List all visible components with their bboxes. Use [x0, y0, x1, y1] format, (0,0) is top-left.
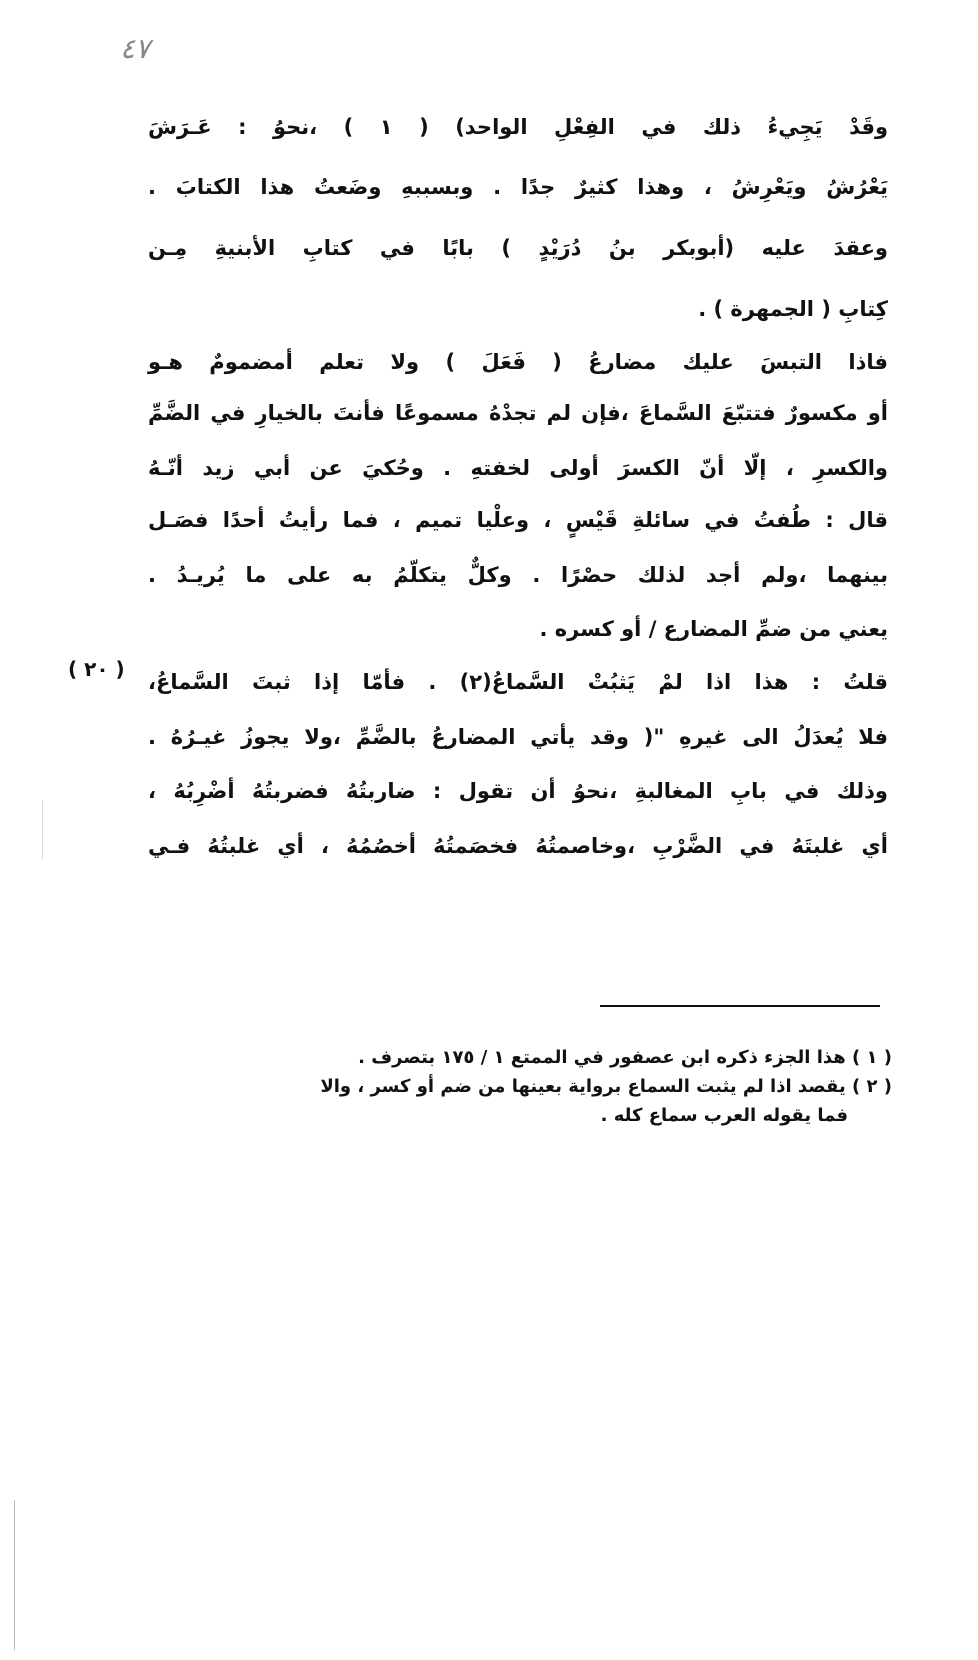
body-line-12: فلا يُعدَلُ الى غيرهِ "( وقد يأتي المضارعُ بالضَّمِّ ،ولا يجوزُ غيـرُهُ .	[148, 725, 888, 749]
body-line-2: يَعْرُشُ ويَعْرِشُ ، وهذا كثيرٌ جدًا . وبسببهِ وضَعتُ هذا الكتابَ .	[148, 175, 888, 199]
page-number: ٤٧	[120, 32, 151, 65]
body-line-9: بينهما ،ولم أجد لذلك حصْرًا . وكلٌّ يتكلّمُ به على ما يُريـدُ .	[148, 563, 888, 587]
body-line-13: وذلك في بابِ المغالبةِ ،نحوُ أن تقول : ضاربتُهُ فضربتُهُ أضْرِبُهُ ،	[148, 779, 888, 803]
scan-edge-mark	[42, 800, 43, 860]
scan-edge-mark	[14, 1500, 15, 1650]
margin-reference-number: ( ٢٠ )	[68, 657, 125, 681]
body-line-8: قال : طُفتُ في سائلةِ قَيْسٍ ، وعلْيا تميم ، فما رأيتُ أحدًا فصَـل	[148, 508, 888, 532]
body-line-6: أو مكسورٌ فتتبّعَ السَّماعَ ،فإن لم تجدْهُ مسموعًا فأنتَ بالخيارِ في الضَّمِّ	[148, 401, 888, 425]
footnote-2: ( ٢ ) يقصد اذا لم يثبت السماع برواية بعينها من ضم أو كسر ، والا	[320, 1076, 892, 1097]
body-line-3: وعقدَ عليه (أبوبكر بنُ دُرَيْدٍ ) بابًا في كتابِ الأبنيةِ مِـن	[148, 236, 888, 260]
body-line-1: وقَدْ يَجِيءُ ذلك في الفِعْلِ الواحد) ( ١ ) ،نحوُ : عَـرَشَ	[148, 115, 889, 139]
body-line-7: والكسرِ ، إلّا أنّ الكسرَ أولى لخفتهِ . وحُكيَ عن أبي زيد أنّـهُ	[148, 456, 888, 480]
body-line-14: أي غلبتَهُ في الضَّرْبِ ،وخاصمتُهُ فخصَمتُهُ أخصُمُهُ ، أي غلبتُهُ فـي	[148, 834, 888, 858]
footnote-1: ( ١ ) هذا الجزء ذكره ابن عصفور في الممتع ١ / ١٧٥ بتصرف .	[358, 1047, 892, 1068]
footnote-2-continuation: فما يقوله العرب سماع كله .	[600, 1105, 848, 1126]
body-line-5: فاذا التبسَ عليك مضارعُ ( فَعَلَ ) ولا تعلم أمضمومٌ هـو	[148, 350, 888, 374]
footnote-separator	[600, 1005, 880, 1007]
body-line-4: كِتابِ ( الجمهرة ) .	[698, 297, 888, 321]
body-line-10: يعني من ضمِّ المضارع / أو كسره .	[539, 617, 888, 641]
body-line-11: قلتُ : هذا اذا لمْ يَثبُتْ السَّماعُ(٢) . فأمّا إذا ثبتَ السَّماعُ،	[148, 670, 888, 694]
